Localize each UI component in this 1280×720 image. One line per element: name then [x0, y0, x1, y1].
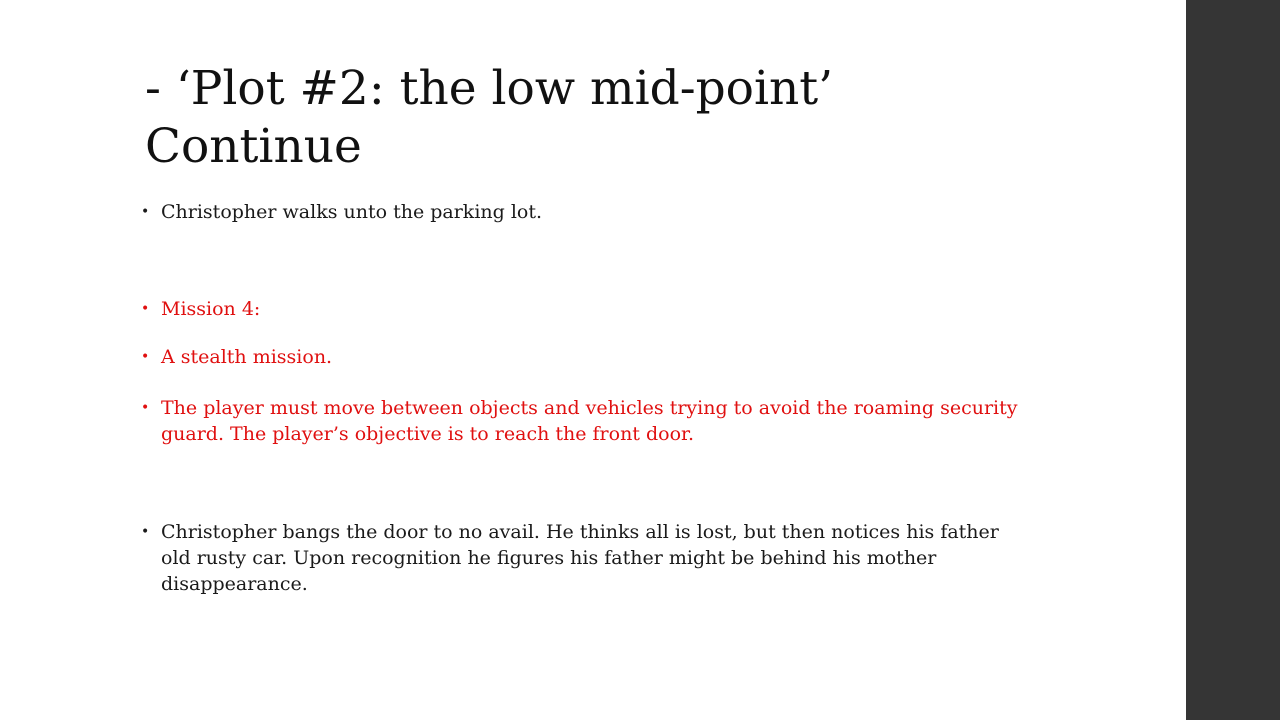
bullet-text: The player must move between objects and vehicles trying to avoid the roaming security guard. The player’s objective is to reach the front door. — [161, 397, 1018, 445]
decorative-side-bar — [1186, 0, 1280, 720]
bullet-dot-icon: • — [141, 349, 150, 365]
slide-title-line-1: - ‘Plot #2: the low mid-point’ — [145, 61, 834, 116]
slide-title-line-2: Continue — [145, 119, 362, 174]
bullet-item — [141, 395, 1021, 447]
slide-title — [145, 60, 1145, 176]
bullet-item — [141, 344, 1021, 370]
bullet-item — [141, 519, 1021, 597]
bullet-text: Christopher bangs the door to no avail. He thinks all is lost, but then notices his father old rusty car. Upon recognition he figures his father might be behind his mother disappearance. — [161, 521, 999, 595]
bullet-dot-icon: • — [141, 524, 150, 540]
bullet-text: Mission 4: — [161, 298, 261, 320]
bullet-dot-icon: • — [141, 400, 150, 416]
bullet-dot-icon: • — [141, 204, 150, 220]
bullet-item — [141, 296, 1021, 322]
bullet-dot-icon: • — [141, 301, 150, 317]
bullet-item — [141, 199, 1021, 225]
bullet-text: A stealth mission. — [161, 346, 333, 368]
bullet-text: Christopher walks unto the parking lot. — [161, 201, 543, 223]
